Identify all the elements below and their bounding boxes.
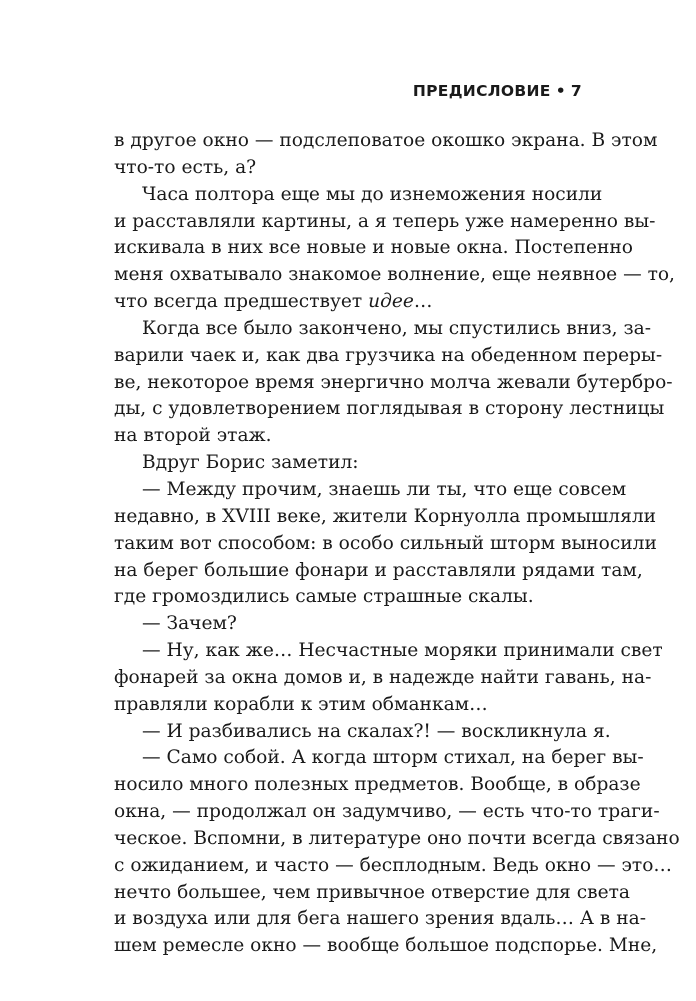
text-line: в другое окно — подслеповатое окошко экрана. В этом [114,130,658,151]
text-line: на берег большие фонари и расставляли рядами там, [114,559,643,581]
text-line: что-то есть, а? [114,156,257,178]
text-line: Вдруг Борис заметил: [142,452,359,474]
text-line: где громоздились самые страшные скалы. [114,586,534,608]
text-line: ческое. Вспомни, в литературе оно почти всегда связано [114,827,680,849]
text-line: и расставляли картины, а я теперь уже намеренно вы- [114,210,656,232]
text-line: и воздуха или для бега нашего зрения вдаль… А в на- [114,908,646,930]
text-line: ды, с удовлетворением поглядывая в сторону лестницы [114,398,665,420]
text-line: меня охватывало знакомое волнение, еще неявное — то, [114,264,675,286]
page-number: 7 [570,82,582,100]
text-line: правляли корабли к этим обманкам… [114,693,488,715]
text-line: — И разбивались на скалах?! — воскликнула я. [142,720,611,742]
header-separator: • [555,82,566,100]
italic-word: идее [368,291,414,313]
text-line: окна, — продолжал он задумчиво, — есть что-то траги- [114,801,660,823]
text-line: — Само собой. А когда шторм стихал, на берег вы- [142,747,644,769]
text-line: — Ну, как же… Несчастные моряки принимали свет [142,640,663,662]
text-line: нечто большее, чем привычное отверстие для света [114,881,630,903]
text-line: варили чаек и, как два грузчика на обеденном переры- [114,344,663,366]
text-line: фонарей за окна домов и, в надежде найти гавань, на- [114,666,652,688]
text-line: шем ремесле окно — вообще большое подспорье. Мне, [114,935,658,957]
text-line: носило много полезных предметов. Вообще, в образе [114,774,641,796]
text-line: ве, некоторое время энергично молча жевали бутербро- [114,371,673,393]
text-line: на второй этаж. [114,425,272,447]
text-run: … [413,291,433,313]
text-line: таким вот способом: в особо сильный шторм выносили [114,532,657,554]
text-run: что всегда предшествует [114,291,369,313]
text-line: искивала в них все новые и новые окна. Постепенно [114,237,633,259]
body-text [114,128,680,960]
text-line [114,289,584,316]
text-line: Часа полтора еще мы до изнеможения носили [142,183,603,205]
text-line: — Зачем? [142,613,237,635]
text-line: недавно, в XVIII веке, жители Корнуолла промышляли [114,505,657,527]
chapter-title: ПРЕДИСЛОВИЕ [412,82,551,100]
running-header [413,82,582,100]
text-line: с ожиданием, и часто — бесплодным. Ведь окно — это… [114,854,673,876]
text-line: Когда все было закончено, мы спустились вниз, за- [142,317,652,339]
text-line: — Между прочим, знаешь ли ты, что еще совсем [142,478,627,500]
